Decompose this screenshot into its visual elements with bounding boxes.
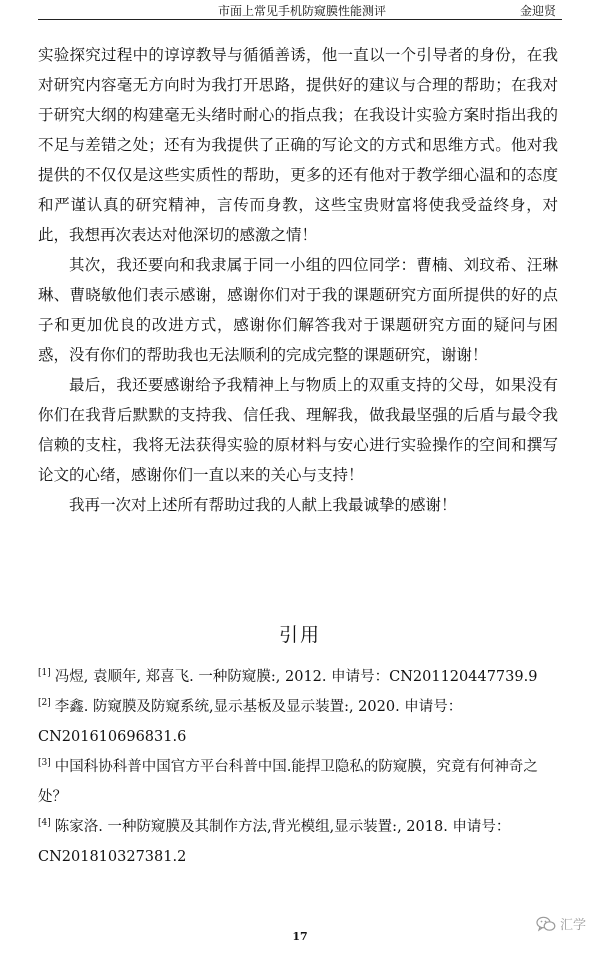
paragraph-3: 最后，我还要感谢给予我精神上与物质上的双重支持的父母，如果没有你们在我背后默默的支持我、信任我、理解我，做我最坚强的后盾与最令我信赖的支柱，我将无法获得实验的原材料与安心进行实验操作的空间和撰写论文的心绪，感谢你们一直以来的关心与支持！ [38,376,558,484]
reference-marker: [3] [38,758,51,769]
reference-marker: [2] [38,698,51,709]
reference-text: 中国科协科普中国官方平台科普中国.能捍卫隐私的防窥膜，究竟有何神奇之处？ [38,759,538,805]
reference-marker: [1] [38,668,51,679]
watermark [536,914,586,933]
reference-text: 李鑫. 防窥膜及防窥系统,显示基板及显示装置:, 2020. 申请号：CN201610696831.6 [38,699,463,745]
wechat-icon [536,916,556,932]
reference-item [38,752,558,812]
paragraph-2: 其次，我还要向和我隶属于同一小组的四位同学：曹楠、刘玟希、汪琳琳、曹晓敏他们表示感谢，感谢你们对于我的课题研究方面所提供的好的点子和更加优良的改进方式，感谢你们解答我对于课题研究方面的疑问与困惑，没有你们的帮助我也无法顺利的完成完整的课题研究，谢谢！ [38,256,558,364]
reference-item [38,662,558,692]
acknowledgement-body [38,40,558,520]
reference-marker: [4] [38,818,51,829]
header-title: 市面上常见手机防窥膜性能测评 [218,4,387,18]
reference-text: 陈家洛. 一种防窥膜及其制作方法,背光模组,显示装置:, 2018. 申请号：CN201810327381.2 [38,819,511,865]
references-heading: 引用 [278,624,321,646]
reference-item [38,812,558,872]
paragraph-1: 实验探究过程中的谆谆教导与循循善诱，他一直以一个引导者的身份，在我对研究内容毫无方向时为我打开思路，提供好的建议与合理的帮助；在我对于研究大纲的构建毫无头绪时耐心的指点我；在我设计实验方案时指出我的不足与差错之处；还有为我提供了正确的写论文的方式和思维方式。他对我提供的不仅仅是这些实质性的帮助，更多的还有他对于教学细心温和的态度和严谨认真的研究精神，言传而身教，这些宝贵财富将使我受益终身，对此，我想再次表达对他深切的感激之情！ [38,46,558,244]
watermark-label: 汇学 [559,918,586,933]
paragraph-4: 我再一次对上述所有帮助过我的人献上我最诚挚的感谢！ [69,496,457,514]
page-header [38,0,562,20]
reference-text: 冯煜, 袁顺年, 郑喜飞. 一种防窥膜:, 2012. 申请号：CN201120447739.9 [54,669,538,685]
reference-item [38,692,558,752]
header-author: 金迎贤 [519,4,556,18]
page-number: 17 [292,930,308,943]
references-list [38,662,558,872]
